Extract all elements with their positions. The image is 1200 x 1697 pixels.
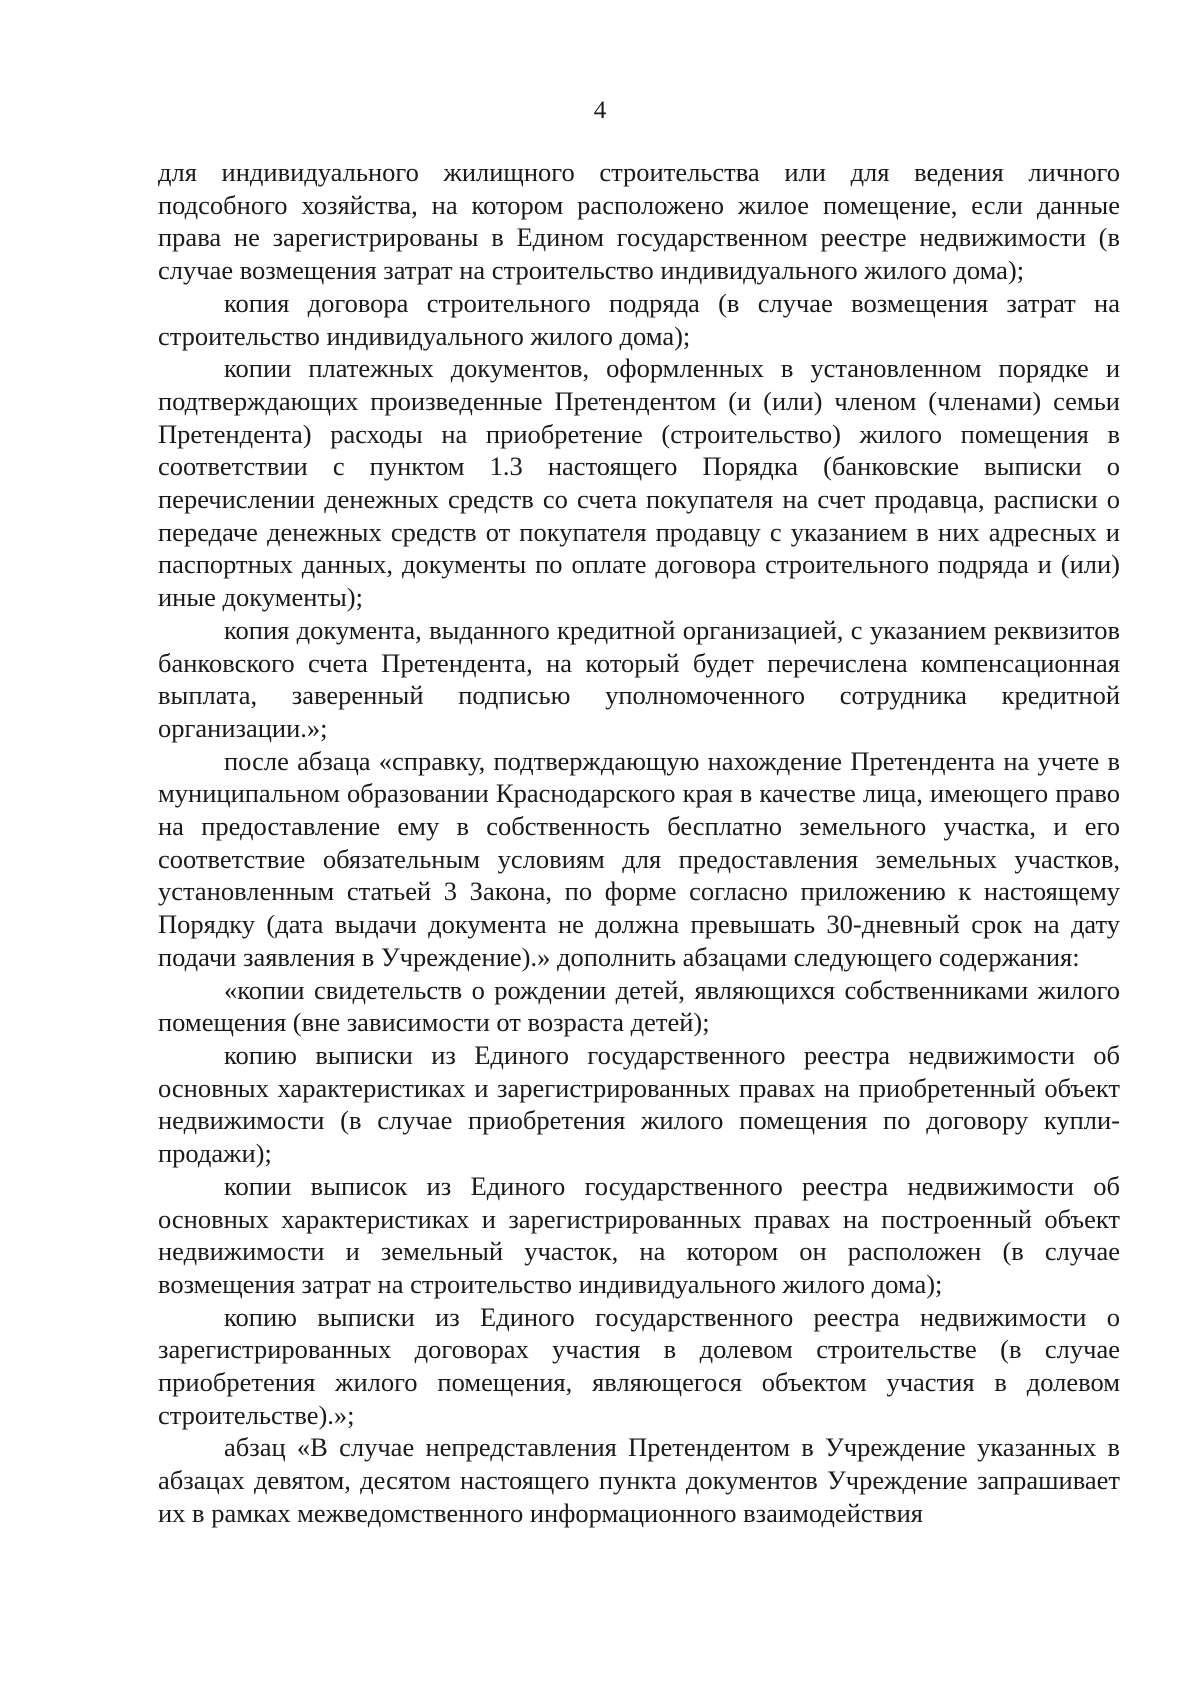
paragraph: копии платежных документов, оформленных в установленном порядке и подтверждающих произведенные Претендентом (и (или) членом (членами) семьи Претендента) расходы на приобретение (строительство) жилого помещения в соответствии с пунктом 1.3 настоящего Порядка (банковские выписки о перечислении денежных средств со счета покупателя на счет продавца, расписки о передаче денежных средств от покупателя продавцу с указанием в них адресных и паспортных данных, документы по оплате договора строительного подряда и (или) иные документы); [158,353,1120,613]
paragraph: копию выписки из Единого государственного реестра недвижимости о зарегистрированных договорах участия в долевом строительстве (в случае приобретения жилого помещения, являющегося объектом участия в долевом строительстве).»; [158,1301,1120,1430]
paragraph: после абзаца «справку, подтверждающую нахождение Претендента на учете в муниципальном образовании Краснодарского края в качестве лица, имеющего право на предоставление ему в собственность бесплатно земельного участка, и его соответствие обязательным условиям для предоставления земельных участков, установленным статьей 3 Закона, по форме согласно приложению к настоящему Порядку (дата выдачи документа не должна превышать 30-дневный срок на дату подачи заявления в Учреждение).» дополнить абзацами следующего содержания: [158,745,1120,972]
paragraph: копия договора строительного подряда (в случае возмещения затрат на строительство индивидуального жилого дома); [158,287,1120,351]
paragraph: копию выписки из Единого государственного реестра недвижимости об основных характеристиках и зарегистрированных правах на приобретенный объект недвижимости (в случае приобретения жилого помещения по договору купли-продажи); [158,1039,1120,1169]
document-body [158,156,1120,1530]
paragraph-continuation: для индивидуального жилищного строительства или для ведения личного подсобного хозяйства, на котором расположено жилое помещение, если данные права не зарегистрированы в Едином государственном реестре недвижимости (в случае возмещения затрат на строительство индивидуального жилого дома); [158,157,1120,286]
paragraph: «копии свидетельств о рождении детей, являющихся собственниками жилого помещения (вне зависимости от возраста детей); [158,974,1120,1038]
paragraph: копия документа, выданного кредитной организацией, с указанием реквизитов банковского счета Претендента, на который будет перечислена компенсационная выплата, заверенный подписью уполномоченного сотрудника кредитной организации.»; [158,614,1120,743]
paragraph: копии выписок из Единого государственного реестра недвижимости об основных характеристиках и зарегистрированных правах на построенный объект недвижимости и земельный участок, на котором он расположен (в случае возмещения затрат на строительство индивидуального жилого дома); [158,1170,1120,1299]
page-number: 4 [593,97,607,124]
paragraph: абзац «В случае непредставления Претендентом в Учреждение указанных в абзацах девятом, десятом настоящего пункта документов Учреждение запрашивает их в рамках межведомственного информационного взаимодействия [158,1432,1120,1528]
